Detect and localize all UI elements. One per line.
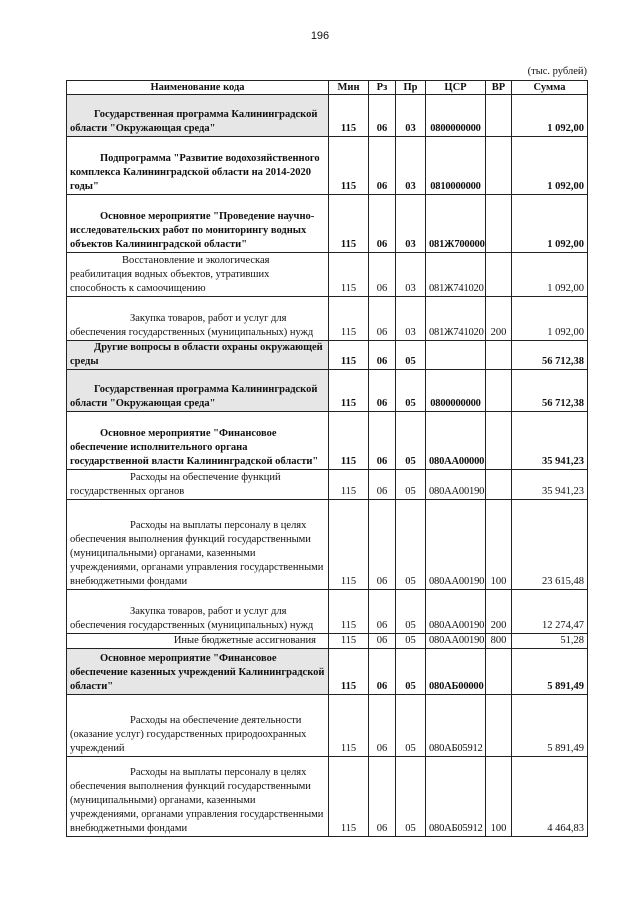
row-csr: 081Ж741020 xyxy=(426,297,486,341)
row-csr: 080АБ05912 xyxy=(426,695,486,757)
table-row xyxy=(67,137,588,195)
table-row xyxy=(67,370,588,412)
row-sum: 56 712,38 xyxy=(512,341,588,370)
header-min: Мин xyxy=(329,81,369,95)
row-name: Основное мероприятие "Финансовое обеспечение казенных учреждений Калининградской области" xyxy=(67,649,329,695)
row-vr: 200 xyxy=(486,297,512,341)
row-pr: 03 xyxy=(396,195,426,253)
row-rz: 06 xyxy=(369,253,396,297)
row-min: 115 xyxy=(329,370,369,412)
row-sum: 1 092,00 xyxy=(512,253,588,297)
row-rz: 06 xyxy=(369,195,396,253)
row-sum: 12 274,47 xyxy=(512,590,588,634)
row-pr: 05 xyxy=(396,590,426,634)
table-row xyxy=(67,95,588,137)
row-vr xyxy=(486,649,512,695)
row-csr: 080АА00190 xyxy=(426,500,486,590)
row-pr: 03 xyxy=(396,137,426,195)
row-min: 115 xyxy=(329,634,369,649)
row-rz: 06 xyxy=(369,297,396,341)
row-rz: 06 xyxy=(369,95,396,137)
header-rz: Рз xyxy=(369,81,396,95)
table-row xyxy=(67,500,588,590)
table-row xyxy=(67,757,588,837)
row-vr xyxy=(486,470,512,500)
row-sum: 1 092,00 xyxy=(512,137,588,195)
row-pr: 05 xyxy=(396,470,426,500)
row-pr: 05 xyxy=(396,370,426,412)
row-rz: 06 xyxy=(369,412,396,470)
header-name: Наименование кода xyxy=(67,81,329,95)
row-min: 115 xyxy=(329,695,369,757)
page-number: 196 xyxy=(310,30,330,42)
row-rz: 06 xyxy=(369,341,396,370)
row-rz: 06 xyxy=(369,634,396,649)
row-csr: 080АА00190 xyxy=(426,634,486,649)
row-name: Государственная программа Калининградской области "Окружающая среда" xyxy=(67,370,329,412)
row-pr: 03 xyxy=(396,253,426,297)
row-vr xyxy=(486,253,512,297)
row-csr: 080АА00190 xyxy=(426,590,486,634)
row-sum: 35 941,23 xyxy=(512,470,588,500)
row-vr: 100 xyxy=(486,500,512,590)
row-sum: 4 464,83 xyxy=(512,757,588,837)
row-vr xyxy=(486,137,512,195)
row-csr: 0810000000 xyxy=(426,137,486,195)
row-rz: 06 xyxy=(369,590,396,634)
row-name: Другие вопросы в области охраны окружающей среды xyxy=(67,341,329,370)
row-rz: 06 xyxy=(369,649,396,695)
row-min: 115 xyxy=(329,412,369,470)
row-vr: 100 xyxy=(486,757,512,837)
row-pr: 03 xyxy=(396,297,426,341)
row-pr: 03 xyxy=(396,95,426,137)
header-sum: Сумма xyxy=(512,81,588,95)
row-min: 115 xyxy=(329,195,369,253)
row-rz: 06 xyxy=(369,370,396,412)
row-name: Восстановление и экологическая реабилитация водных объектов, утративших способность к самоочищению xyxy=(67,253,329,297)
row-vr xyxy=(486,95,512,137)
row-pr: 05 xyxy=(396,695,426,757)
row-min: 115 xyxy=(329,470,369,500)
row-name: Основное мероприятие "Проведение научно-исследовательских работ по мониторингу водных объектов Калининградской области" xyxy=(67,195,329,253)
row-min: 115 xyxy=(329,341,369,370)
budget-table xyxy=(66,80,588,837)
row-pr: 05 xyxy=(396,341,426,370)
row-min: 115 xyxy=(329,590,369,634)
row-name: Государственная программа Калининградской области "Окружающая среда" xyxy=(67,95,329,137)
table-row xyxy=(67,341,588,370)
row-vr xyxy=(486,370,512,412)
row-name: Расходы на обеспечение деятельности (оказание услуг) государственных природоохранных учреждений xyxy=(67,695,329,757)
units-label: (тыс. рублей) xyxy=(527,66,587,77)
row-sum: 1 092,00 xyxy=(512,95,588,137)
row-csr: 0800000000 xyxy=(426,95,486,137)
row-csr xyxy=(426,341,486,370)
row-name: Основное мероприятие "Финансовое обеспечение исполнительного органа государственной власти Калининградской области" xyxy=(67,412,329,470)
row-pr: 05 xyxy=(396,649,426,695)
table-row xyxy=(67,590,588,634)
row-vr xyxy=(486,341,512,370)
row-pr: 05 xyxy=(396,757,426,837)
row-name: Расходы на выплаты персоналу в целях обеспечения выполнения функций государственными (муниципальными) органами, казенными учреждениями, органами управления государственными внебюджетными фондами xyxy=(67,500,329,590)
row-sum: 5 891,49 xyxy=(512,649,588,695)
row-min: 115 xyxy=(329,253,369,297)
table-header-row xyxy=(67,81,588,95)
row-pr: 05 xyxy=(396,634,426,649)
table-row xyxy=(67,470,588,500)
row-csr: 080АА00190 xyxy=(426,470,486,500)
row-csr: 080АА00000 xyxy=(426,412,486,470)
table-row xyxy=(67,412,588,470)
row-name: Закупка товаров, работ и услуг для обеспечения государственных (муниципальных) нужд xyxy=(67,590,329,634)
row-vr xyxy=(486,412,512,470)
row-min: 115 xyxy=(329,297,369,341)
table-row xyxy=(67,695,588,757)
table-row xyxy=(67,634,588,649)
table-row xyxy=(67,649,588,695)
row-sum: 35 941,23 xyxy=(512,412,588,470)
table-row xyxy=(67,195,588,253)
row-sum: 51,28 xyxy=(512,634,588,649)
row-sum: 1 092,00 xyxy=(512,297,588,341)
row-name: Иные бюджетные ассигнования xyxy=(67,634,329,649)
row-min: 115 xyxy=(329,95,369,137)
row-pr: 05 xyxy=(396,500,426,590)
row-pr: 05 xyxy=(396,412,426,470)
header-csr: ЦСР xyxy=(426,81,486,95)
row-csr: 081Ж700000 xyxy=(426,195,486,253)
row-min: 115 xyxy=(329,649,369,695)
row-name: Расходы на обеспечение функций государственных органов xyxy=(67,470,329,500)
row-csr: 081Ж741020 xyxy=(426,253,486,297)
row-name: Расходы на выплаты персоналу в целях обеспечения выполнения функций государственными (муниципальными) органами, казенными учреждениями, органами управления государственными внебюджетными фондами xyxy=(67,757,329,837)
row-vr xyxy=(486,195,512,253)
row-vr: 200 xyxy=(486,590,512,634)
table-row xyxy=(67,297,588,341)
row-name: Подпрограмма "Развитие водохозяйственного комплекса Калининградской области на 2014-2020 годы" xyxy=(67,137,329,195)
header-pr: Пр xyxy=(396,81,426,95)
row-rz: 06 xyxy=(369,757,396,837)
header-vr: ВР xyxy=(486,81,512,95)
row-rz: 06 xyxy=(369,137,396,195)
row-csr: 080АБ00000 xyxy=(426,649,486,695)
row-sum: 5 891,49 xyxy=(512,695,588,757)
row-csr: 080АБ05912 xyxy=(426,757,486,837)
row-csr: 0800000000 xyxy=(426,370,486,412)
row-vr xyxy=(486,695,512,757)
row-min: 115 xyxy=(329,500,369,590)
row-name: Закупка товаров, работ и услуг для обеспечения государственных (муниципальных) нужд xyxy=(67,297,329,341)
row-vr: 800 xyxy=(486,634,512,649)
row-min: 115 xyxy=(329,757,369,837)
table-row xyxy=(67,253,588,297)
row-rz: 06 xyxy=(369,500,396,590)
row-sum: 23 615,48 xyxy=(512,500,588,590)
row-sum: 56 712,38 xyxy=(512,370,588,412)
row-sum: 1 092,00 xyxy=(512,195,588,253)
row-rz: 06 xyxy=(369,695,396,757)
row-rz: 06 xyxy=(369,470,396,500)
row-min: 115 xyxy=(329,137,369,195)
